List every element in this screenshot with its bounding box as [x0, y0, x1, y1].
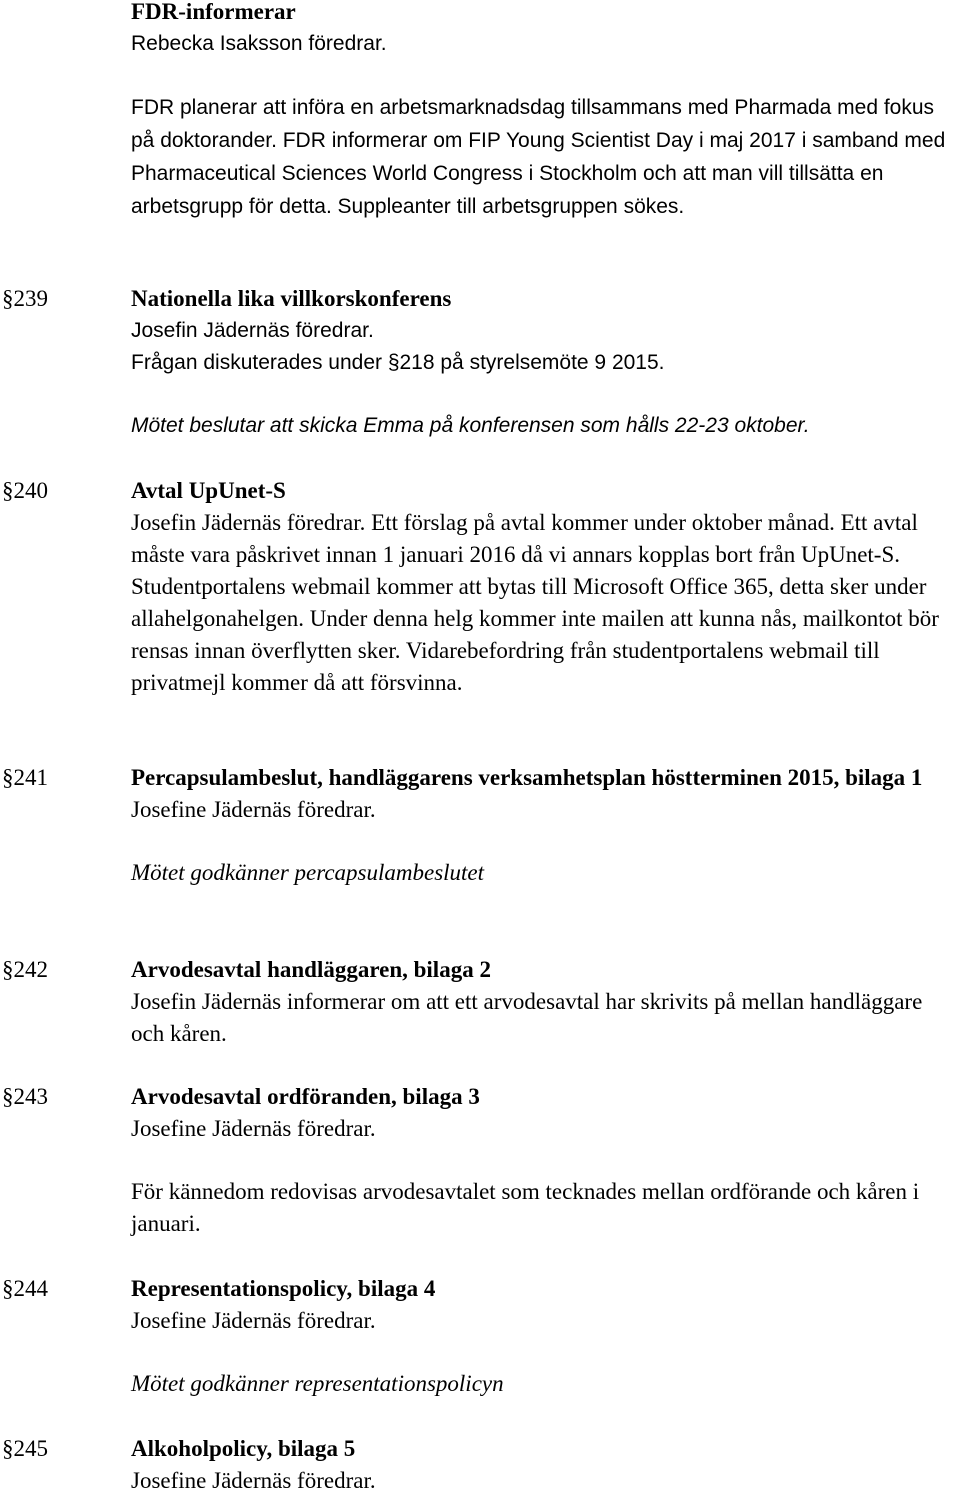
section-decision: Mötet beslutar att skicka Emma på konferensen som hålls 22-23 oktober.: [131, 414, 810, 437]
section-presenter: Josefine Jädernäs föredrar.: [131, 797, 376, 822]
section-text: För kännedom redovisas arvodesavtalet som tecknades mellan ordförande och kåren i januari.: [131, 1179, 920, 1236]
section-number: §240: [2, 478, 48, 503]
section-number: §244: [2, 1276, 48, 1301]
section-number: §239: [2, 286, 48, 311]
section-title: Percapsulambeslut, handläggarens verksamhetsplan höstterminen 2015, bilaga 1: [131, 765, 923, 790]
intro-paragraph: [131, 91, 960, 223]
intro-block: [131, 0, 960, 223]
section-presenter: Josefin Jädernäs föredrar.: [131, 319, 374, 342]
section-presenter: Josefine Jädernäs föredrar.: [131, 1308, 376, 1333]
intro-presenter: Rebecka Isaksson föredrar.: [131, 32, 387, 55]
section-title: Alkoholpolicy, bilaga 5: [131, 1436, 356, 1461]
section-presenter: Josefine Jädernäs föredrar.: [131, 1116, 376, 1141]
section-text: Ett förslag på avtal kommer under oktober månad. Ett avtal måste vara påskrivet innan 1 januari 2016 då vi annars kopplas bort från UpUnet-S. Studentportalens webmail kommer att bytas till Microsoft Office 365, detta sker under allahelgonahelgen. Under denna helg kommer inte mailen att kunna nås, mailkontot bör rensas innan överflytten sker. Vidarebefordring från studentportalens webmail till privatmejl kommer då att försvinna.: [131, 510, 939, 695]
section-presenter: Josefine Jädernäs föredrar.: [131, 1468, 376, 1493]
intro-title: FDR-informerar: [131, 0, 296, 24]
section-number: §243: [2, 1084, 48, 1109]
section-title: Nationella lika villkorskonferens: [131, 286, 452, 311]
section-text: Frågan diskuterades under §218 på styrelsemöte 9 2015.: [131, 351, 665, 374]
section-title: Arvodesavtal ordföranden, bilaga 3: [131, 1084, 480, 1109]
intro-text-sans-2: FDR informerar om FIP Young Scientist Day i maj 2017 i samband med Pharmaceutical Sciences World Congress i Stockholm och att man vill tillsätta en arbetsgrupp för detta.: [131, 129, 946, 218]
section-number: §241: [2, 765, 48, 790]
section-decision: Mötet godkänner percapsulambeslutet: [131, 860, 485, 885]
intro-text-sans-1: FDR planerar att införa en arbetsmarknadsdag tillsammans med Pharmada med fokus på doktorander.: [131, 96, 935, 152]
section-title: Representationspolicy, bilaga 4: [131, 1276, 436, 1301]
section-number: §242: [2, 957, 48, 982]
intro-text-sans-3: Suppleanter till arbetsgruppen sökes.: [337, 195, 685, 218]
section-decision: Mötet godkänner representationspolicyn: [131, 1371, 504, 1396]
section-number: §245: [2, 1436, 48, 1461]
section-title: Arvodesavtal handläggaren, bilaga 2: [131, 957, 491, 982]
section-text: Josefin Jädernäs informerar om att ett arvodesavtal har skrivits på mellan handläggare och kåren.: [131, 989, 923, 1046]
section-title: Avtal UpUnet-S: [131, 478, 286, 503]
section-presenter: Josefin Jädernäs föredrar.: [131, 510, 366, 535]
